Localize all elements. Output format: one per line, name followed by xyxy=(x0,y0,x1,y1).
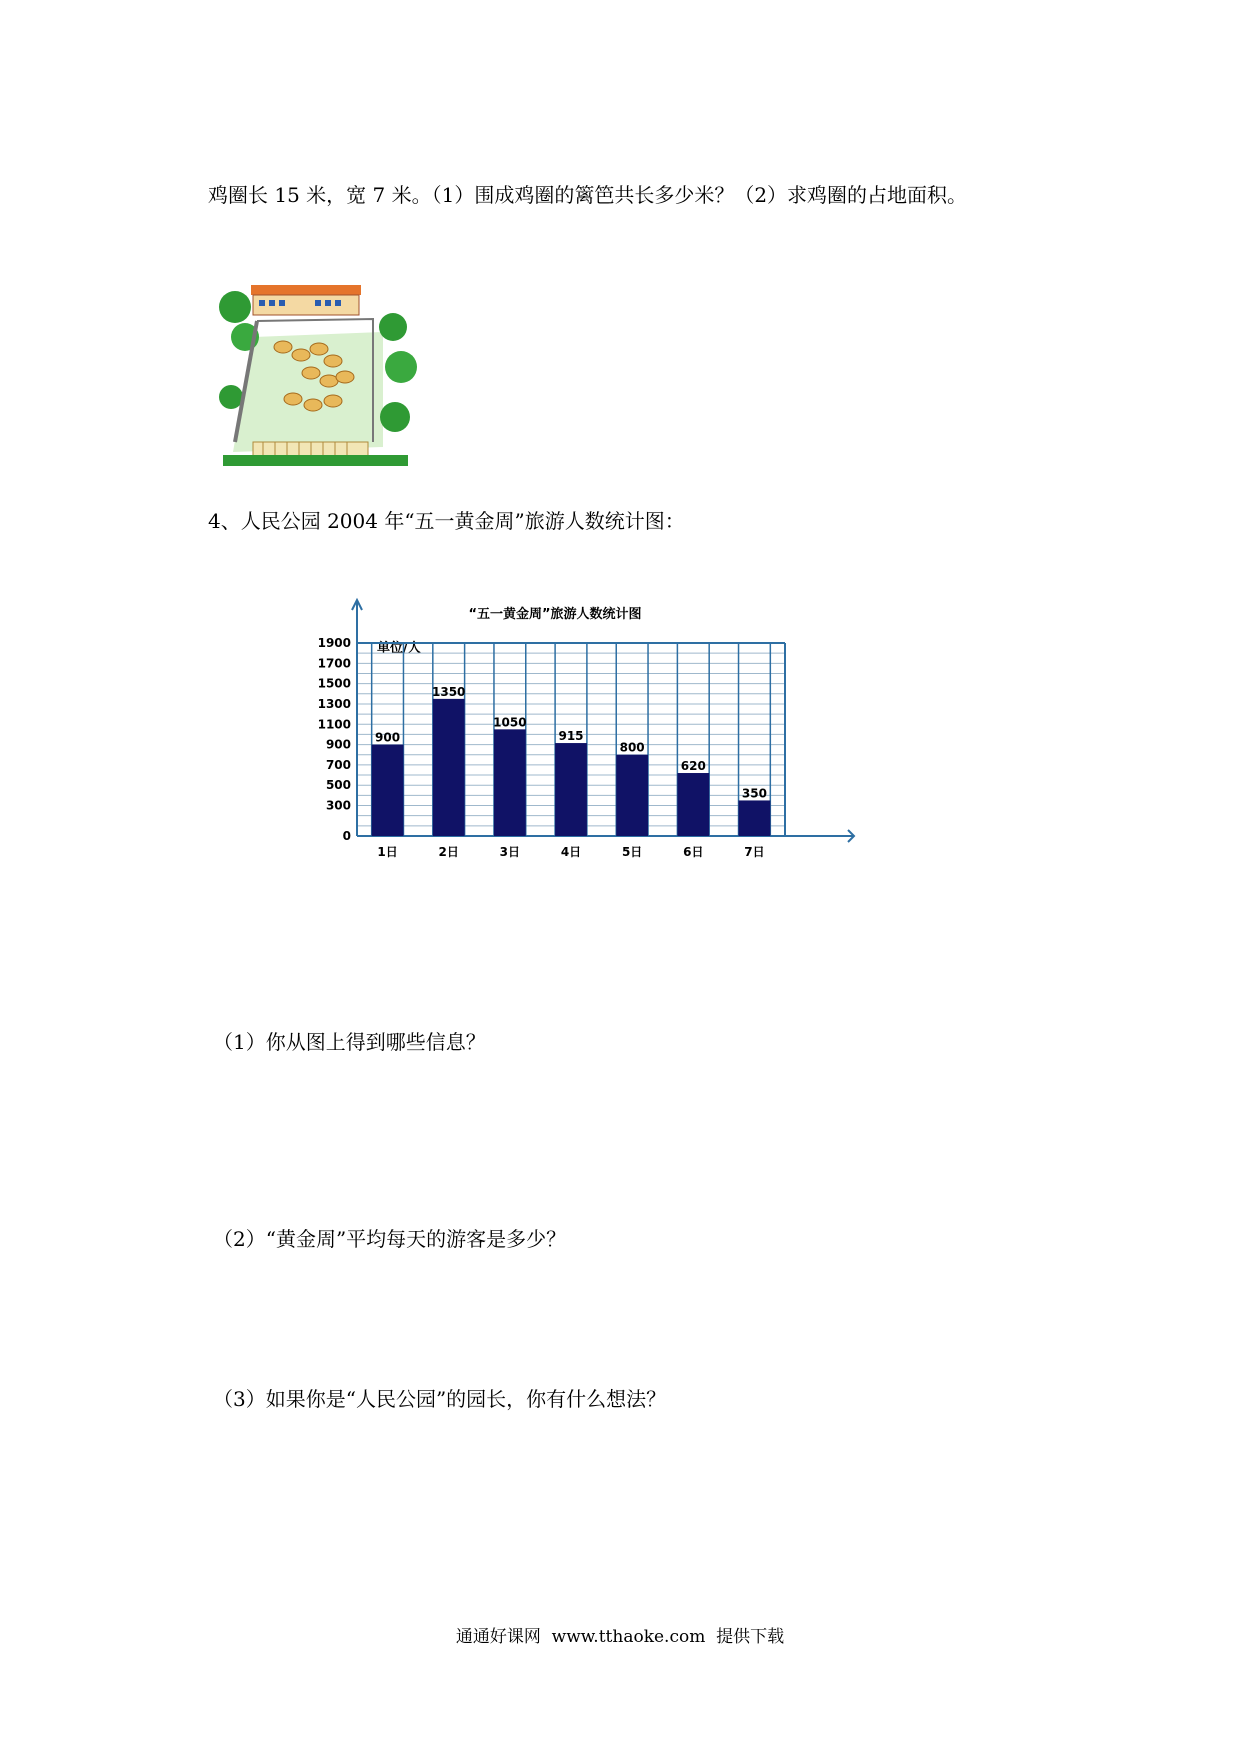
sub-question-3: （3）如果你是“人民公园”的园长，你有什么想法？ xyxy=(213,1387,667,1411)
chart-bar xyxy=(433,699,465,836)
question-4-text: 4、人民公园 2004 年“五一黄金周”旅游人数统计图： xyxy=(208,509,685,533)
chart-data-label: 1050 xyxy=(493,715,527,730)
chart-data-label: 1350 xyxy=(432,684,466,699)
sub-question-2: （2）“黄金周”平均每天的游客是多少？ xyxy=(213,1227,567,1251)
chart-x-ticks xyxy=(377,845,764,859)
chart-y-tick-label: 1300 xyxy=(317,696,351,711)
chart-x-tick-label: 2日 xyxy=(438,845,459,859)
chart-data-label: 620 xyxy=(680,759,706,774)
chart-data-label: 800 xyxy=(619,740,645,755)
chart-y-tick-label: 1700 xyxy=(317,656,351,671)
chart-y-tick-label: 1900 xyxy=(317,636,351,650)
chart-y-tick-label: 900 xyxy=(325,737,351,752)
chart-bar xyxy=(677,773,709,836)
chart-x-tick-label: 3日 xyxy=(499,845,521,859)
chart-bar xyxy=(616,755,648,836)
chart-x-tick-label: 6日 xyxy=(683,845,704,859)
chart-data-label: 915 xyxy=(558,729,584,744)
chart-data-label: 900 xyxy=(375,730,401,745)
chart-y-tick-label: 300 xyxy=(325,798,351,813)
chart-y-tick-label: 500 xyxy=(325,778,351,793)
chart-bar xyxy=(372,745,404,836)
page-footer: 通通好课网 www.tthaoke.com 提供下载 xyxy=(455,1627,785,1647)
chart-bar xyxy=(555,743,587,836)
chart-y-tick-label: 1100 xyxy=(317,717,351,732)
sub-question-1: （1）你从图上得到哪些信息？ xyxy=(213,1030,486,1054)
chart-x-tick-label: 5日 xyxy=(621,845,643,859)
chart-y-axis-label: 单位/人 xyxy=(377,641,421,656)
chart-y-tick-label: 1500 xyxy=(317,676,351,691)
chart-x-tick-label: 7日 xyxy=(744,845,765,859)
chart-y-ticks xyxy=(318,636,351,843)
visitors-bar-chart xyxy=(317,596,960,976)
chart-y-tick-label: 0 xyxy=(342,829,351,843)
chart-y-tick-label: 700 xyxy=(325,757,351,772)
chart-bar xyxy=(739,800,771,836)
chart-x-tick-label: 1日 xyxy=(377,845,398,859)
chart-title: “五一黄金周”旅游人数统计图 xyxy=(468,607,642,622)
chart-data-label: 350 xyxy=(741,786,767,801)
chicken-coop-illustration xyxy=(223,277,408,466)
question-3-text: 鸡圈长 15 米，宽 7 米。（1）围成鸡圈的篱笆共长多少米？（2）求鸡圈的占地面积。 xyxy=(208,183,968,207)
chart-x-tick-label: 4日 xyxy=(560,845,582,859)
chart-bar xyxy=(494,729,526,836)
